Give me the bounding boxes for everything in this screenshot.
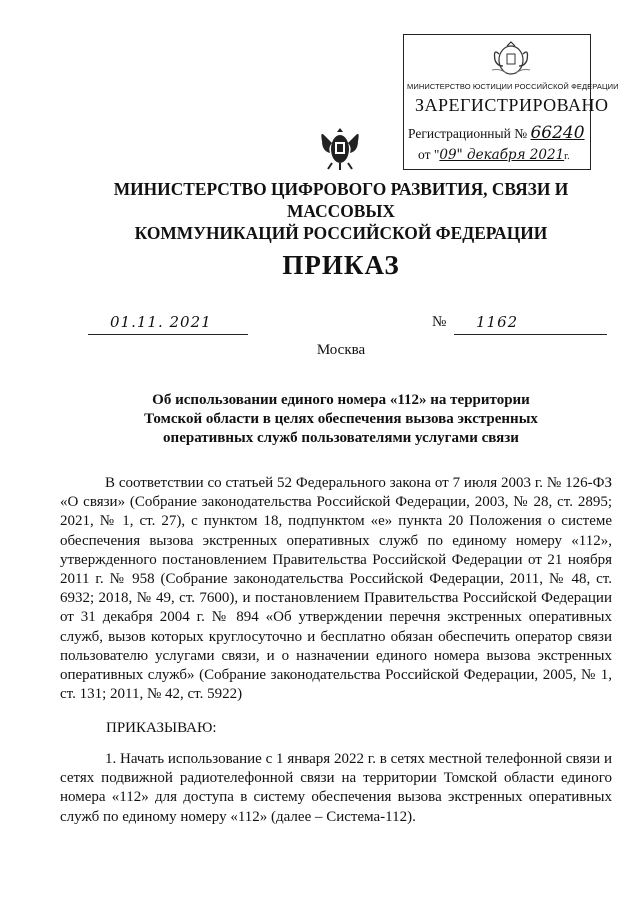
stamp-reg-number-label: Регистрационный №	[408, 126, 528, 141]
stamp-date-prefix: от "	[418, 147, 440, 162]
registration-stamp	[403, 34, 619, 174]
stamp-date-row	[418, 147, 570, 163]
subject-line-3: оперативных служб пользователями услугами связи	[163, 430, 519, 446]
stamp-registered: ЗАРЕГИСТРИРОВАНО	[415, 95, 609, 115]
stamp-reg-number-row	[408, 123, 585, 143]
ministry-line-1: МИНИСТЕРСТВО ЦИФРОВОГО РАЗВИТИЯ, СВЯЗИ И МАССОВЫХ	[113, 179, 569, 221]
coat-of-arms-icon	[318, 125, 362, 171]
order-title: ПРИКАЗ	[282, 250, 400, 280]
number-sign: №	[432, 314, 447, 330]
order-date-line	[88, 313, 248, 335]
stamp-ministry-name: МИНИСТЕРСТВО ЮСТИЦИИ РОССИЙСКОЙ ФЕДЕРАЦИИ	[407, 82, 619, 91]
stamp-date-value: 09" декабря 2021	[439, 147, 565, 163]
ministry-name	[60, 178, 622, 244]
stamp-date-suffix: г.	[564, 151, 570, 162]
order-date: 01.11. 2021	[110, 313, 212, 331]
order-number-line	[454, 313, 607, 335]
stamp-reg-number-value: 66240	[530, 123, 585, 143]
order-word: ПРИКАЗЫВАЮ:	[106, 720, 217, 736]
subject-line-1: Об использовании единого номера «112» на территории	[152, 392, 530, 408]
clause-1: 1. Начать использование с 1 января 2022 г. в сетях местной телефонной связи и сетях подвижной радиотелефонной связи на территории Томской области единого номера «112» для доступа в систему обеспечения вызова экстренных оперативных служб по единому номеру «112» (далее – Система-112).	[60, 751, 612, 825]
subject-line-2: Томской области в целях обеспечения вызова экстренных	[144, 411, 538, 427]
city: Москва	[316, 342, 366, 358]
preamble-text: В соответствии со статьей 52 Федерального закона от 7 июля 2003 г. № 126-ФЗ «О связи» (Собрание законодательства Российской Федерации, 2003, № 28, ст. 2895; 2021, № 1, ст. 27), с пунктом 18, подпунктом «е» пункта 20 Положения о системе обеспечения вызова экстренных оперативных служб по единому номеру «112», утвержденного постановлением Правительства Российской Федерации от 21 ноября 2011 г. № 958 (Собрание законодательства Российской Федерации, 2011, № 48, ст. 6932; 2018, № 49, ст. 7600), и постановлением Правительства Российской Федерации от 31 декабря 2004 г. № 894 «Об утверждении перечня экстренных оперативных служб, вызов которых круглосуточно и бесплатно обязан обеспечить оператор связи пользователю услугами связи, и о назначении единого номера вызова экстренных оперативных служб» (Собрание законодательства Российской Федерации, 2005, № 1, ст. 131; 2011, № 42, ст. 5922)	[60, 475, 612, 703]
double-headed-eagle-icon	[489, 40, 533, 78]
ministry-line-2: КОММУНИКАЦИЙ РОССИЙСКОЙ ФЕДЕРАЦИИ	[134, 223, 548, 243]
order-subject	[60, 391, 622, 448]
preamble-paragraph	[60, 474, 612, 704]
order-number: 1162	[476, 313, 519, 331]
